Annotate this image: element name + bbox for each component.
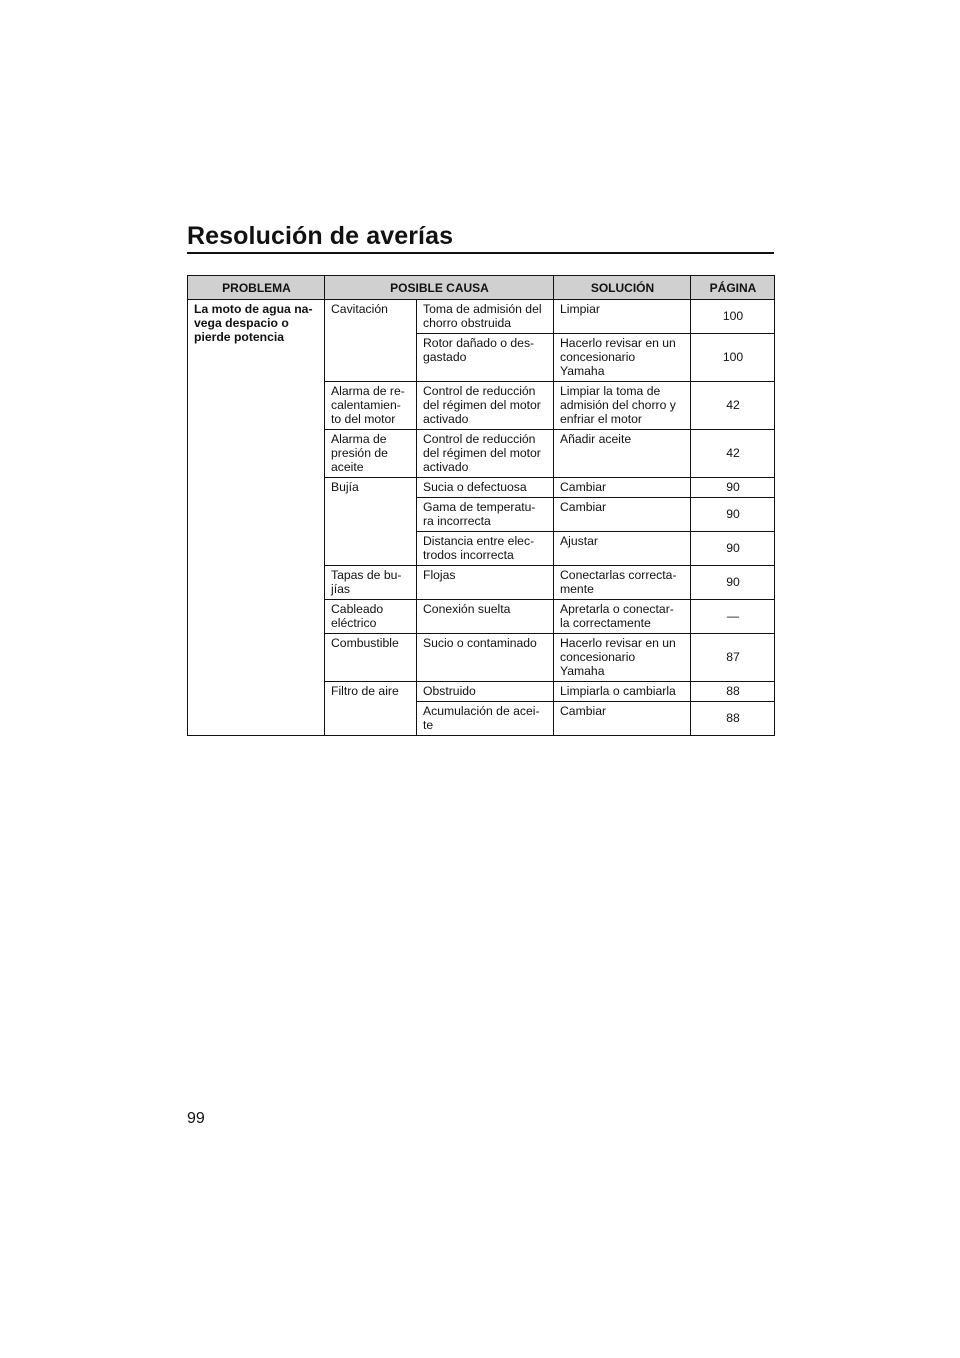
problem-text: La moto de agua na- vega despacio o pierde potencia [194, 302, 313, 344]
solution-text: Apretarla o conectar- la correctamente [560, 602, 674, 630]
solution-cell [554, 566, 691, 600]
cause-text: Cavitación [331, 302, 388, 316]
solution-text: Limpiar la toma de admisión del chorro y enfriar el motor [560, 384, 676, 426]
page-text: 90 [726, 507, 740, 521]
cause-text: Cableado eléctrico [331, 602, 384, 630]
detail-text: Rotor dañado o des- gastado [423, 336, 535, 364]
page-text: 42 [726, 398, 740, 412]
troubleshooting-table [187, 275, 775, 736]
detail-cell [417, 532, 554, 566]
page-text: 100 [722, 350, 744, 364]
page-cell [691, 334, 775, 382]
page-cell [691, 300, 775, 334]
page-cell [691, 682, 775, 702]
solution-cell [554, 382, 691, 430]
solution-cell [554, 300, 691, 334]
cause-text: Bujía [331, 480, 359, 494]
page-text: 90 [726, 575, 740, 589]
table-row [188, 300, 775, 334]
cause-text: Combustible [331, 636, 399, 650]
solution-text: Cambiar [560, 480, 607, 494]
table-body [188, 300, 775, 736]
cause-text: Alarma de presión de aceite [331, 432, 388, 474]
detail-text: Toma de admisión del chorro obstruida [423, 302, 542, 330]
detail-cell [417, 430, 554, 478]
solution-cell [554, 634, 691, 682]
solution-cell [554, 532, 691, 566]
detail-cell [417, 300, 554, 334]
cause-text: Tapas de bu- jías [331, 568, 402, 596]
detail-cell [417, 478, 554, 498]
solution-cell [554, 682, 691, 702]
solution-text: Añadir aceite [560, 432, 632, 446]
page-text: — [726, 609, 740, 623]
solution-text: Limpiar [560, 302, 600, 316]
detail-text: Flojas [423, 568, 456, 582]
page-cell [691, 430, 775, 478]
detail-text: Obstruido [423, 684, 476, 698]
detail-text: Control de reducción del régimen del motor activado [423, 384, 541, 426]
solution-cell [554, 498, 691, 532]
page-text: 42 [726, 446, 740, 460]
detail-text: Acumulación de acei- te [423, 704, 540, 732]
cause-cell [325, 566, 417, 600]
detail-text: Gama de temperatu- ra incorrecta [423, 500, 536, 528]
header-problem: PROBLEMA [188, 276, 325, 300]
page-text: 88 [726, 684, 740, 698]
detail-cell [417, 634, 554, 682]
cause-cell [325, 478, 417, 566]
cause-cell [325, 600, 417, 634]
solution-cell [554, 600, 691, 634]
cause-text: Filtro de aire [331, 684, 399, 698]
detail-cell [417, 382, 554, 430]
header-page: PÁGINA [691, 276, 775, 300]
cause-text: Alarma de re- calentamien- to del motor [331, 384, 405, 426]
cause-cell [325, 682, 417, 736]
header-cause: POSIBLE CAUSA [325, 276, 554, 300]
detail-cell [417, 566, 554, 600]
page-text: 88 [726, 711, 740, 725]
detail-text: Distancia entre elec- trodos incorrecta [423, 534, 535, 562]
page-cell [691, 478, 775, 498]
solution-text: Hacerlo revisar en un concesionario Yamaha [560, 336, 676, 378]
page-cell [691, 382, 775, 430]
solution-cell [554, 430, 691, 478]
page-cell [691, 702, 775, 736]
detail-cell [417, 702, 554, 736]
solution-text: Ajustar [560, 534, 598, 548]
detail-cell [417, 498, 554, 532]
solution-text: Limpiarla o cambiarla [560, 684, 676, 698]
page-title: Resolución de averías [187, 222, 454, 250]
detail-cell [417, 334, 554, 382]
page-cell [691, 634, 775, 682]
table-header-row [188, 276, 775, 300]
solution-text: Cambiar [560, 500, 607, 514]
solution-cell [554, 702, 691, 736]
page-text: 100 [722, 309, 744, 323]
solution-cell [554, 334, 691, 382]
page-cell [691, 498, 775, 532]
cause-cell [325, 382, 417, 430]
cause-cell [325, 634, 417, 682]
problem-cell [188, 300, 325, 736]
detail-cell [417, 600, 554, 634]
page-text: 87 [726, 650, 740, 664]
detail-text: Sucia o defectuosa [423, 480, 527, 494]
detail-text: Control de reducción del régimen del motor activado [423, 432, 541, 474]
detail-text: Sucio o contaminado [423, 636, 537, 650]
solution-cell [554, 478, 691, 498]
solution-text: Hacerlo revisar en un concesionario Yamaha [560, 636, 676, 678]
page-text: 90 [726, 541, 740, 555]
page-cell [691, 566, 775, 600]
solution-text: Cambiar [560, 704, 607, 718]
detail-cell [417, 682, 554, 702]
title-underline [187, 252, 774, 254]
page-cell [691, 532, 775, 566]
cause-cell [325, 300, 417, 382]
page-number: 99 [187, 1110, 205, 1127]
detail-text: Conexión suelta [423, 602, 511, 616]
cause-cell [325, 430, 417, 478]
solution-text: Conectarlas correcta- mente [560, 568, 677, 596]
header-solution: SOLUCIÓN [554, 276, 691, 300]
page-cell [691, 600, 775, 634]
page-text: 90 [726, 480, 740, 494]
